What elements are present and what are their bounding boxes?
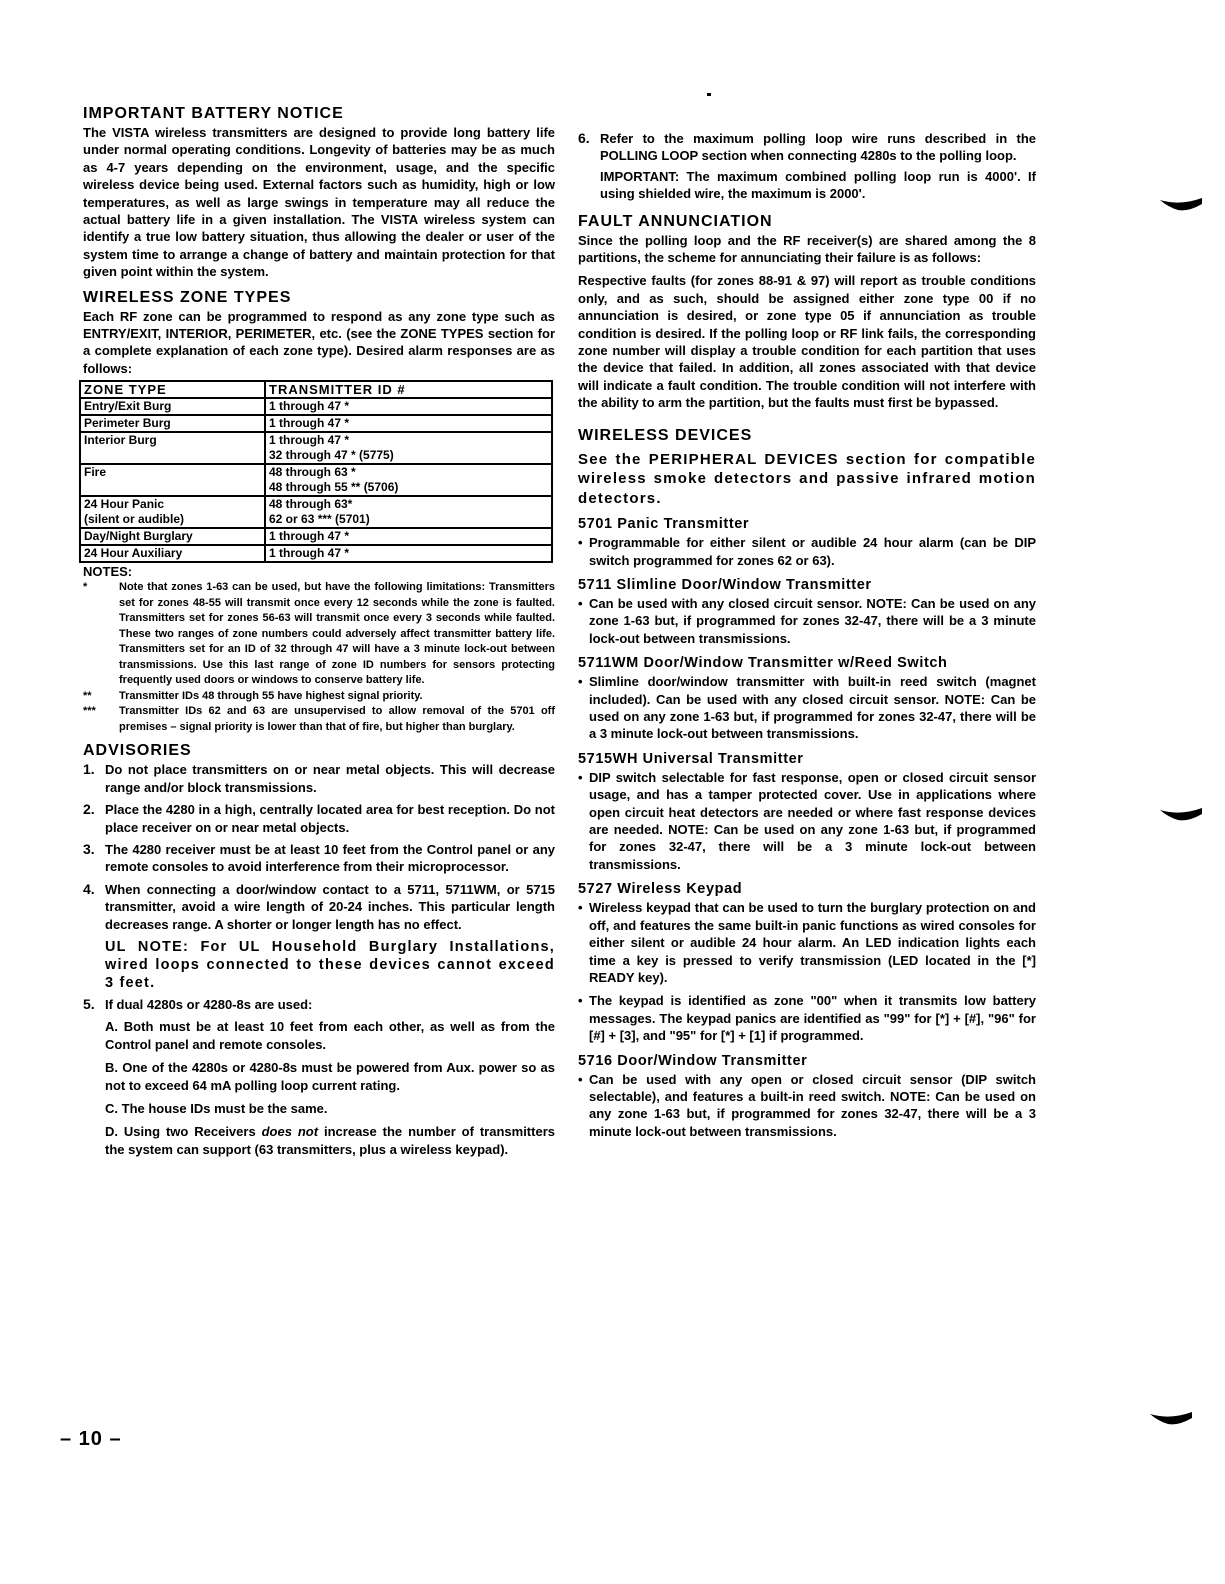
table-row (80, 415, 552, 432)
advisory-5-sub (105, 1018, 555, 1053)
sub-letter: D. (105, 1124, 118, 1140)
sub-letter: C. (105, 1100, 118, 1116)
device-bullet-text: Slimline door/window transmitter with built-in reed switch (magnet included). Can be used with any closed circuit sensor. NOTE: Can be used on any zone 1-63 but, if programmed for zones 32-47, there will be a 3 minute lock-out between transmissions. (589, 674, 1036, 742)
battery-text: The VISTA wireless transmitters are designed to provide long battery life under normal operating conditions. Longevity of batteries may be as much as 4-7 years depending on the environment, usage, and the specific wireless device being used. External factors such as humidity, high or low temperatures, as well as large swings in temperature may all reduce the actual battery life in a given installation. The VISTA wireless system can identify a true low battery situation, thus allowing the dealer or user of the system time to arrange a change of battery and maintain protection for that given point within the system. (83, 125, 555, 280)
margin-mark-icon (1160, 198, 1202, 212)
transmitter-id-cell (265, 496, 552, 528)
see-peripheral-note: See the PERIPHERAL DEVICES section for compatible wireless smoke detectors and passive infrared motion detectors. (578, 450, 1036, 507)
bullet-icon: • (578, 993, 583, 1009)
transmitter-id-cell (265, 545, 552, 562)
fault-text-2: Respective faults (for zones 88-91 & 97) will report as trouble conditions only, and as such, should be assigned either zone type 00 if no annunciation is desired, or zone type 05 if annunciation as trouble condition is desired. If the polling loop or RF link fails, the corresponding zone number will display a trouble condition for each partition that uses the device that failed. In addition, all zones associated with that device will indicate a fault condition. The trouble condition will not interfere with the ability to arm the partition, but the faults must first be bypassed. (578, 273, 1036, 411)
device-title: 5727 Wireless Keypad (578, 881, 743, 898)
device-title: 5715WH Universal Transmitter (578, 750, 804, 767)
advisory-text: Place the 4280 in a high, centrally located area for best reception. Do not place receiver on or near metal objects. (105, 802, 555, 835)
note-mark: *** (83, 705, 96, 718)
table-row (80, 496, 552, 528)
sub-letter: A. (105, 1019, 118, 1035)
device-entry (578, 576, 1036, 647)
zone-types-heading: WIRELESS ZONE TYPES (83, 288, 292, 306)
note-text: Note that zones 1-63 can be used, but have the following limitations: Transmitters set for zones 48-55 will transmit once every 12 seconds while the zone is faulted. Transmitters set for zones 56-63 will transmit once every 3 seconds while faulted. These two ranges of zone numbers could adversely affect transmitter battery life. Transmitters set for an ID of 32 through 47 will have a 3 minute lock-out between transmissions. Use this last range of zone ID numbers for sensors protecting frequently used doors or windows to conserve battery life. (119, 581, 555, 687)
advisory-body (105, 761, 555, 796)
sub-text: increase the number of transmitters the system can support (63 transmitters, plus a wireless keypad). (105, 1124, 555, 1157)
table-row (80, 528, 552, 545)
wireless-devices-heading: WIRELESS DEVICES (578, 426, 753, 444)
fault-text-1: Since the polling loop and the RF receiver(s) are shared among the 8 partitions, the scheme for annunciating their failure is as follows: (578, 232, 1036, 266)
zone-type-line: Fire (84, 465, 107, 480)
transmitter-id-cell (265, 432, 552, 464)
transmitter-id-line: 32 through 47 * (5775) (269, 448, 394, 463)
zone-type-line: Day/Night Burglary (84, 529, 193, 544)
device-bullet (578, 534, 1036, 569)
advisory-5 (83, 996, 555, 1164)
transmitter-id-cell (265, 415, 552, 432)
advisory-body (105, 801, 555, 836)
advisory-item (83, 761, 555, 796)
advisory-number: 1. (83, 761, 95, 778)
margin-mark-icon (1150, 1412, 1192, 1426)
zone-type-cell (80, 528, 265, 545)
transmitter-id-line: 1 through 47 * (269, 546, 350, 561)
device-entry (578, 515, 1036, 569)
advisories-heading: ADVISORIES (83, 742, 192, 760)
table-row (80, 432, 552, 464)
transmitter-id-line: 48 through 55 ** (5706) (269, 480, 399, 495)
zone-type-line: Perimeter Burg (84, 416, 171, 431)
table-header-cell: TRANSMITTER ID # (265, 381, 552, 398)
sub-text: One of the 4280s or 4280-8s must be powered from Aux. power so as not to exceed 64 mA polling loop current rating. (105, 1060, 555, 1093)
advisory-text: Do not place transmitters on or near metal objects. This will decrease range and/or block transmissions. (105, 762, 555, 795)
advisory-5-text: If dual 4280s or 4280-8s are used: (105, 996, 313, 1012)
zone-type-line: 24 Hour Auxiliary (84, 546, 183, 561)
device-entry (578, 750, 1036, 873)
ul-note: UL NOTE: For UL Household Burglary Installations, wired loops connected to these devices cannot exceed 3 feet. (105, 938, 555, 991)
transmitter-id-cell (265, 398, 552, 415)
fault-heading: FAULT ANNUNCIATION (578, 212, 773, 230)
device-bullet (578, 992, 1036, 1044)
battery-heading: IMPORTANT BATTERY NOTICE (83, 105, 344, 122)
advisory-number: 5. (83, 995, 95, 1012)
transmitter-id-line: 48 through 63 * (269, 465, 356, 480)
right-column (578, 130, 1036, 1147)
important-label: IMPORTANT: (600, 168, 680, 184)
transmitter-id-line: 48 through 63* (269, 497, 353, 512)
device-bullet-text: Can be used with any open or closed circuit sensor (DIP switch selectable), and features a built-in reed switch. NOTE: Can be used on any zone 1-63 but, if programmed for zones 32-47, there will be a 3 minute lock-out between transmissions. (589, 1071, 1036, 1139)
device-bullet (578, 1071, 1036, 1141)
advisory-item (83, 801, 555, 836)
transmitter-id-line: 1 through 47 * (269, 433, 350, 448)
table-row (80, 464, 552, 496)
zone-type-cell (80, 496, 265, 528)
device-entry (578, 1052, 1036, 1141)
sub-text: The house IDs must be the same. (121, 1100, 328, 1116)
note-mark: ** (83, 689, 92, 702)
advisory-6-text: Refer to the maximum polling loop wire runs described in the POLLING LOOP section when connecting 4280s to the polling loop. (600, 131, 1036, 164)
note-item (83, 580, 555, 689)
table-header-row (80, 381, 552, 398)
margin-mark-icon (1160, 808, 1202, 822)
note-text: Transmitter IDs 48 through 55 have highest signal priority. (119, 689, 423, 702)
page-number: – 10 – (60, 1428, 122, 1450)
advisory-6 (578, 130, 1036, 203)
advisory-item (83, 841, 555, 876)
advisory-text: The 4280 receiver must be at least 10 feet from the Control panel or any remote consoles to avoid interference from their microprocessor. (105, 841, 555, 875)
bullet-icon: • (578, 535, 583, 551)
bullet-icon: • (578, 769, 583, 785)
device-bullet-text: The keypad is identified as zone "00" when it transmits low battery messages. The keypad panics are identified as "99" for [*] + [#], "96" for [#] + [3], and "95" for [*] + [1] if programmed. (589, 993, 1036, 1044)
transmitter-id-cell (265, 464, 552, 496)
sub-text-emphasis: does not (261, 1124, 319, 1140)
notes-label: NOTES: (83, 564, 133, 580)
note-mark: * (83, 581, 88, 594)
device-title: 5716 Door/Window Transmitter (578, 1052, 808, 1069)
advisory-number: 3. (83, 840, 95, 857)
zone-type-cell (80, 415, 265, 432)
device-bullet-text: Wireless keypad that can be used to turn the burglary protection on and off, and features the same built-in panic functions as wired consoles for either silent or audible 24 hour alarm. An LED indication lights each time a key is pressed to verify transmission (LED located in the [*] READY key). (589, 900, 1036, 985)
note-item (83, 689, 555, 705)
zone-type-line: Entry/Exit Burg (84, 399, 172, 414)
transmitter-id-line: 62 or 63 *** (5701) (269, 512, 370, 527)
advisory-number: 6. (578, 130, 590, 146)
zone-type-table (79, 380, 553, 563)
sub-text: Both must be at least 10 feet from each other, as well as from the Control panel and remote consoles. (105, 1019, 555, 1052)
device-bullet (578, 899, 1036, 986)
device-bullet (578, 673, 1036, 743)
device-bullet-text: Programmable for either silent or audible 24 hour alarm (can be DIP switch programmed for zones 62 or 63). (589, 535, 1036, 568)
transmitter-id-cell (265, 528, 552, 545)
table-header-cell: ZONE TYPE (80, 381, 265, 398)
table-row (80, 398, 552, 415)
stray-mark (707, 93, 711, 96)
advisory-body (105, 881, 555, 933)
advisory-text: When connecting a door/window contact to a 5711, 5711WM, or 5715 transmitter, avoid a wire length of 20-24 inches. This particular length decreases range. A shorter or longer length has no effect. (105, 881, 555, 932)
device-list (578, 515, 1036, 1140)
device-bullet (578, 769, 1036, 873)
advisory-5-sub (105, 1059, 555, 1094)
zone-type-line: 24 Hour Panic (84, 497, 165, 512)
bullet-icon: • (578, 1071, 583, 1087)
advisory-number: 2. (83, 801, 95, 818)
advisory-6-important (600, 168, 1036, 203)
bullet-icon: • (578, 596, 583, 611)
zone-type-cell (80, 464, 265, 496)
advisory-number: 4. (83, 880, 95, 897)
left-column (83, 104, 555, 1169)
device-title: 5701 Panic Transmitter (578, 516, 750, 533)
advisories-list (83, 761, 555, 933)
advisory-body (105, 841, 555, 876)
sub-text: Using two Receivers (123, 1124, 262, 1140)
notes-list (83, 580, 555, 735)
sub-letter: B. (105, 1060, 118, 1076)
transmitter-id-line: 1 through 47 * (269, 416, 350, 431)
advisory-item (83, 881, 555, 933)
advisory-5-sub (105, 1123, 555, 1158)
transmitter-id-line: 1 through 47 * (269, 399, 350, 414)
bullet-icon: • (578, 674, 583, 690)
zone-type-line: (silent or audible) (84, 512, 185, 527)
device-title: 5711 Slimline Door/Window Transmitter (578, 577, 872, 593)
device-bullet (578, 595, 1036, 647)
advisory-5-sub (105, 1100, 555, 1117)
important-text: The maximum combined polling loop run is 4000'. If using shielded wire, the maximum is 2000'. (600, 168, 1036, 202)
device-entry (578, 654, 1036, 743)
transmitter-id-line: 1 through 47 * (269, 529, 350, 544)
device-bullet-text: DIP switch selectable for fast response, open or closed circuit sensor usage, and has a tamper protected cover. Use in applications where open circuit heat detectors are needed or where fast response devices are needed. NOTE: Can be used on any zone 1-63 but, if programmed for zones 32-47, there will be a 3 minute lock-out between transmissions. (589, 769, 1036, 872)
bullet-icon: • (578, 900, 583, 916)
note-item (83, 704, 555, 735)
zone-type-cell (80, 398, 265, 415)
table-row (80, 545, 552, 562)
device-entry (578, 880, 1036, 1044)
note-text: Transmitter IDs 62 and 63 are unsupervised to allow removal of the 5701 off premises – signal priority is lower than that of fire, but higher than burglary. (119, 705, 555, 733)
zone-type-line: Interior Burg (84, 433, 157, 448)
device-title: 5711WM Door/Window Transmitter w/Reed Switch (578, 655, 948, 672)
zone-types-text: Each RF zone can be programmed to respond as any zone type such as ENTRY/EXIT, INTERIOR, PERIMETER, etc. (see the ZONE TYPES section for a complete explanation of each zone type). Desired alarm responses are as follows: (83, 308, 555, 376)
zone-type-cell (80, 432, 265, 464)
zone-type-cell (80, 545, 265, 562)
device-bullet-text: Can be used with any closed circuit sensor. NOTE: Can be used on any zone 1-63 but, if programmed for zones 32-47, there will be a 3 minute lock-out between transmissions. (589, 596, 1036, 646)
